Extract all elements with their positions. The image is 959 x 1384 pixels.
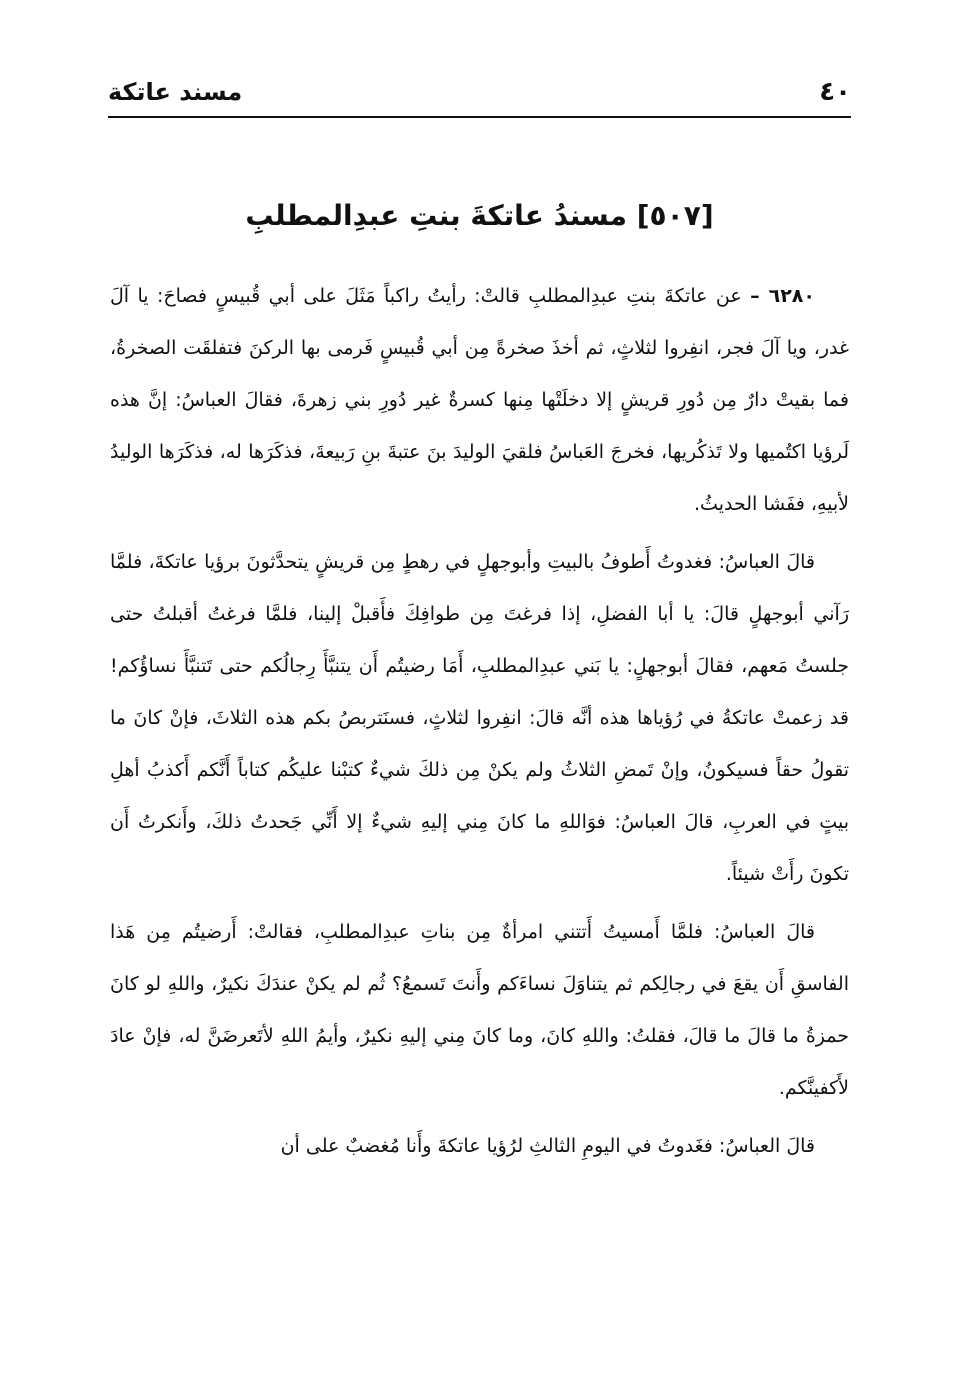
running-book-title: مسند عاتكة <box>108 78 243 106</box>
chapter-title: [٥٠٧] مسندُ عاتكةَ بنتِ عبدِالمطلبِ <box>245 199 714 232</box>
hadith-number: ٦٢٨٠ – <box>750 285 815 307</box>
paragraph-4: قالَ العباسُ: فغَدوتُ في اليومِ الثالثِ لرُؤيا عاتكةَ وأَنا مُغضبٌ على أن <box>280 1135 815 1157</box>
running-header <box>108 72 851 112</box>
page-number: ٤٠ <box>819 77 851 107</box>
paragraph-1-text: عن عاتكةَ بنتِ عبدِالمطلبِ قالتْ: رأيتُ راكباً مَثَلَ على أبي قُبيسٍ فصاحَ: يا آلَ غدر، ويا آلَ فجر، انفِروا لثلاثٍ، ثم أخذَ صخرةً مِن أبي قُبيسٍ فَرمى بها الركنَ فتفلقَت الصخرةُ، فما بقيتْ دارٌ مِن دُورِ قريشٍ إلا دخلَتْها مِنها كسرةٌ غير دُورِ بني زهرةَ، فقالَ العباسُ: إنَّ هذه لَرؤيا اكتُميها ولا تَذكُريها، فخرجَ العَباسُ فلقيَ الوليدَ بنَ عتبةَ بنِ رَبيعةَ، فذكَرَها له، فذكَرَها الوليدُ لأبيهِ، ففَشا الحديثُ. <box>110 285 849 515</box>
header-rule <box>108 116 851 118</box>
paragraph-3: قالَ العباسُ: فلمَّا أَمسيتُ أَتتني امرأةٌ مِن بناتِ عبدِالمطلبِ، فقالتْ: أَرضيتُم مِن هَذا الفاسقِ أَن يقعَ في رجالِكم ثم يتناوَلَ نساءَكم وأَنتَ تَسمعُ؟ ثُم لم يكنْ عندَكَ نكيرٌ، واللهِ لو كانَ حمزةُ ما قالَ ما قالَ، فقلتُ: واللهِ كانَ، وما كانَ مِني إليهِ نكيرٌ، وأيمُ اللهِ لأتَعرضَنَّ له، فإنْ عادَ لأَكفينَّكم. <box>110 921 849 1099</box>
paragraph-2: قالَ العباسُ: فغدوتُ أَطوفُ بالبيتِ وأبوجهلٍ في رهطٍ مِن قريشٍ يتحدَّثونَ برؤيا عاتكةَ، فلمَّا رَآني أبوجهلٍ قالَ: يا أبا الفضلِ، إذا فرغتَ مِن طوافِكَ فأَقبلْ إلينا، فلمَّا فرغتُ أقبلتُ حتى جلستُ مَعهم، فقالَ أبوجهلٍ: يا بَني عبدِالمطلبِ، أَمَا رضيتُم أَن يتنبَّأَ رِجالُكم حتى تَتنبَّأَ نساؤُكم! قد زعمتْ عاتكةُ في رُؤياها هذه أنَّه قالَ: انفِروا لثلاثٍ، فسنَتربصُ بكم هذه الثلاثَ، فإنْ كانَ ما تقولُ حقاً فسيكونُ، وإنْ تَمضِ الثلاثُ ولم يكنْ مِن ذلكَ شيءٌ كتبْنا عليكُم كتاباً أَنَّكم أَكذبُ أهلِ بيتٍ في العربِ، قالَ العباسُ: فوَاللهِ ما كانَ مِني إليهِ شيءٌ إلا أَنِّي جَحدتُ ذلكَ، وأَنكرتُ أَن تكونَ رأَتْ شيئاً. <box>110 551 849 885</box>
paragraph-1 <box>110 270 849 530</box>
hadith-text <box>110 270 849 1172</box>
